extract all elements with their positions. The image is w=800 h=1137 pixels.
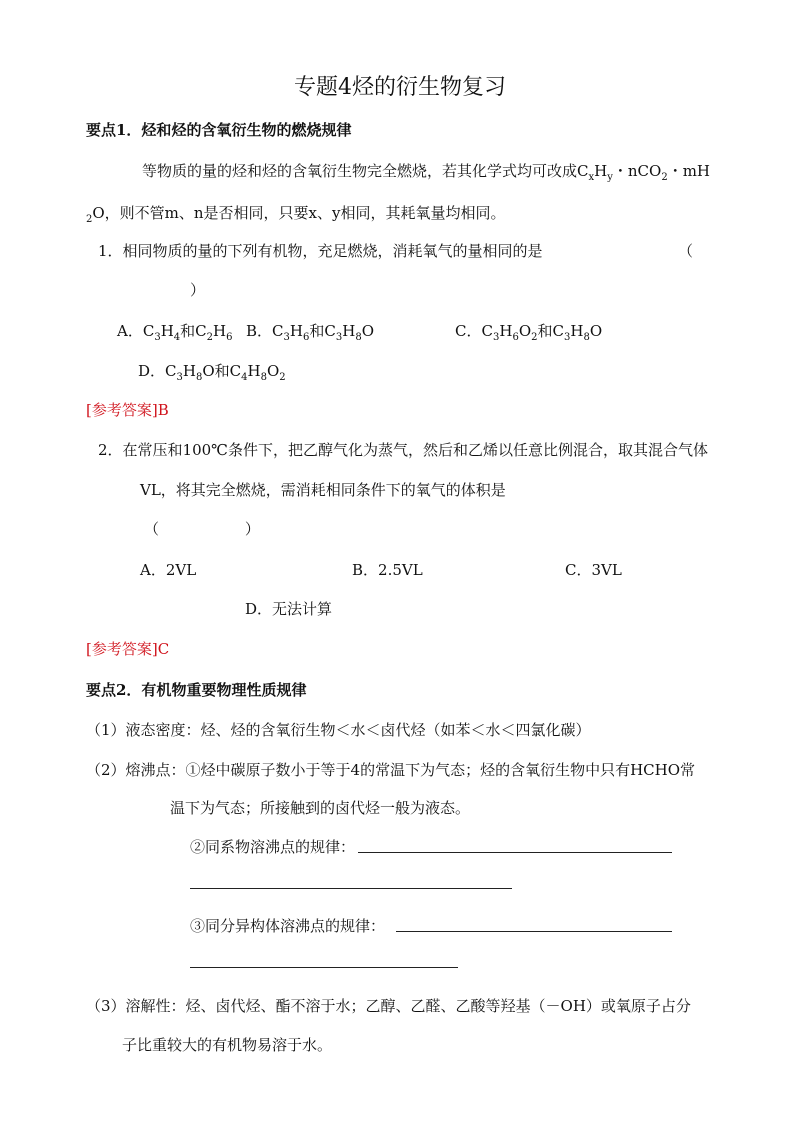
q2-option-b: B．2.5VL bbox=[352, 561, 423, 579]
q2-option-d: D．无法计算 bbox=[245, 600, 333, 618]
q2-option-a: A．2VL bbox=[140, 561, 197, 579]
q1-option-b bbox=[246, 321, 374, 341]
point1-rule-line2 bbox=[86, 203, 506, 223]
opt-text: O和C bbox=[202, 362, 242, 380]
document-title: 专题4烃的衍生物复习 bbox=[294, 75, 506, 100]
opt-text: H bbox=[213, 322, 227, 340]
rule-text-e: O，则不管m、n是否相同，只要x、y相同，其耗氧量均相同。 bbox=[92, 204, 506, 222]
opt-sub: 6 bbox=[302, 332, 310, 343]
opt-text: H bbox=[289, 322, 303, 340]
fill-blank-line bbox=[396, 931, 672, 932]
opt-sub: 4 bbox=[173, 332, 181, 343]
rule-text-h: H bbox=[594, 162, 608, 180]
opt-text: O bbox=[361, 322, 374, 340]
rule-sub-x: x bbox=[588, 172, 595, 183]
point2-item2-sub2: ②同系物溶沸点的规律： bbox=[190, 838, 356, 856]
fill-blank-line bbox=[190, 967, 458, 968]
opt-text: 和C bbox=[180, 322, 207, 340]
rule-sub-2: 2 bbox=[661, 172, 668, 183]
rule-sub-d: 2 bbox=[86, 214, 93, 225]
point2-item2-line2: 温下为气态；所接触到的卤代烃一般为液态。 bbox=[170, 799, 471, 817]
opt-text: C．C bbox=[455, 322, 493, 340]
opt-text: H bbox=[247, 362, 261, 380]
opt-sub: 4 bbox=[241, 372, 248, 383]
opt-sub: 3 bbox=[154, 332, 161, 343]
q2-stem-line1: 2．在常压和100℃条件下，把乙醇气化为蒸气，然后和乙烯以任意比例混合，取其混合气体 bbox=[98, 441, 708, 459]
q2-answer: [参考答案]C bbox=[86, 640, 170, 658]
opt-text: H bbox=[570, 322, 584, 340]
q1-stem: 1．相同物质的量的下列有机物，充足燃烧，消耗氧气的量相同的是 bbox=[98, 242, 543, 260]
point2-item2-line1: （2）熔沸点：①烃中碳原子数小于等于4的常温下为气态；烃的含氧衍生物中只有HCHO常 bbox=[86, 761, 696, 779]
fill-blank-line bbox=[190, 888, 512, 889]
point2-item3-line1: （3）溶解性：烃、卤代烃、酯不溶于水；乙醇、乙醛、乙酸等羟基（－OH）或氧原子占分 bbox=[86, 997, 691, 1015]
opt-text: O bbox=[266, 362, 280, 380]
point1-rule-line1 bbox=[142, 161, 710, 181]
q1-option-d bbox=[138, 361, 286, 381]
opt-sub: 2 bbox=[531, 332, 538, 343]
q1-answer: [参考答案]B bbox=[86, 401, 169, 419]
point2-item1: （1）液态密度：烃、烃的含氧衍生物＜水＜卤代烃（如苯＜水＜四氯化碳） bbox=[86, 721, 591, 739]
q2-option-c: C．3VL bbox=[565, 561, 622, 579]
opt-sub: 8 bbox=[355, 332, 362, 343]
q2-paren: （ ） bbox=[144, 520, 260, 538]
opt-sub: 3 bbox=[492, 332, 500, 343]
q1-option-a bbox=[117, 321, 232, 341]
rule-text-b: ・nCO bbox=[612, 162, 662, 180]
opt-sub: 2 bbox=[206, 332, 214, 343]
q1-option-c bbox=[455, 321, 602, 341]
opt-text: 和C bbox=[537, 322, 564, 340]
opt-text: A．C bbox=[117, 322, 155, 340]
opt-sub: 6 bbox=[512, 332, 519, 343]
point2-item3-line2: 子比重较大的有机物易溶于水。 bbox=[122, 1036, 333, 1054]
q1-paren-open: （ bbox=[678, 242, 694, 260]
fill-blank-line bbox=[358, 852, 672, 853]
opt-sub: 3 bbox=[176, 372, 183, 383]
point1-heading: 要点1．烃和烃的含氧衍生物的燃烧规律 bbox=[86, 121, 352, 139]
q2-stem-line2: VL，将其完全燃烧，需消耗相同条件下的氧气的体积是 bbox=[140, 481, 506, 499]
opt-sub: 8 bbox=[260, 372, 267, 383]
opt-sub: 6 bbox=[226, 332, 233, 343]
opt-text: O bbox=[589, 322, 603, 340]
rule-text-c: ・mH bbox=[667, 162, 710, 180]
opt-sub: 8 bbox=[583, 332, 590, 343]
q1-paren-close: ） bbox=[190, 281, 206, 299]
opt-text: B．C bbox=[246, 322, 284, 340]
opt-text: H bbox=[342, 322, 356, 340]
point2-heading: 要点2．有机物重要物理性质规律 bbox=[86, 681, 307, 699]
opt-sub: 3 bbox=[335, 332, 343, 343]
opt-text: O bbox=[518, 322, 532, 340]
opt-text: H bbox=[182, 362, 196, 380]
opt-sub: 3 bbox=[283, 332, 290, 343]
rule-text-a: 等物质的量的烃和烃的含氧衍生物完全燃烧，若其化学式均可改成C bbox=[142, 162, 589, 180]
opt-sub: 3 bbox=[563, 332, 571, 343]
opt-text: H bbox=[499, 322, 513, 340]
opt-sub: 2 bbox=[279, 372, 286, 383]
rule-sub-y: y bbox=[607, 172, 613, 183]
opt-text: 和C bbox=[309, 322, 336, 340]
opt-text: D．C bbox=[138, 362, 177, 380]
opt-text: H bbox=[160, 322, 174, 340]
opt-sub: 8 bbox=[195, 372, 203, 383]
point2-item2-sub3: ③同分异构体溶沸点的规律： bbox=[190, 917, 386, 935]
